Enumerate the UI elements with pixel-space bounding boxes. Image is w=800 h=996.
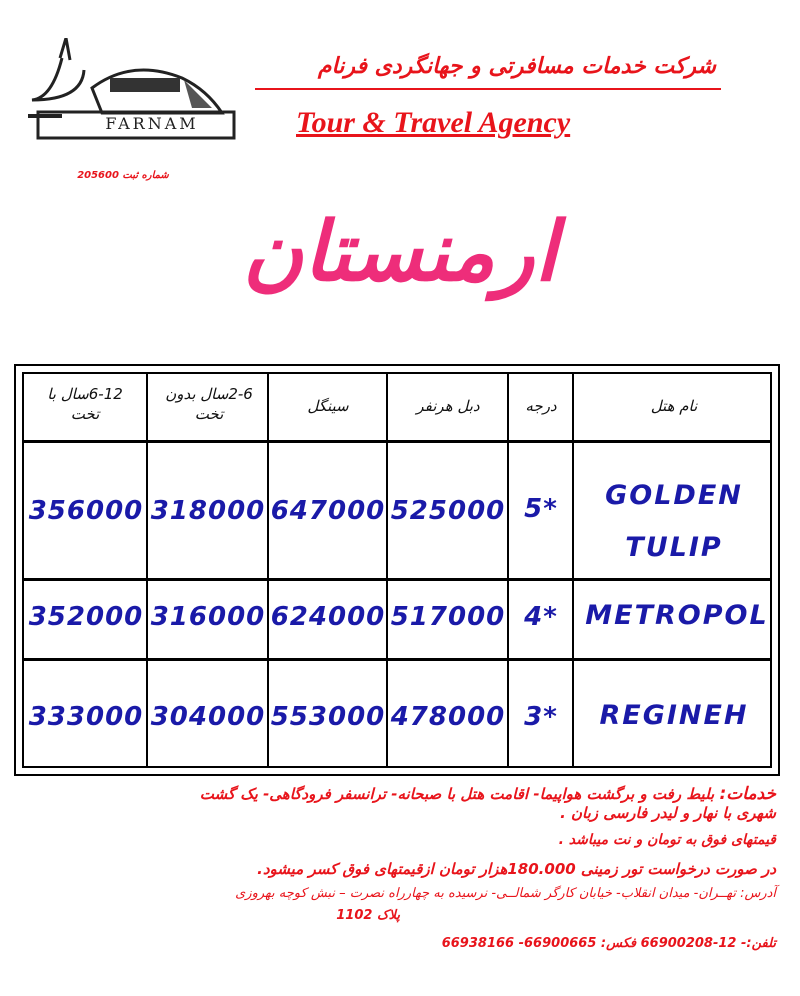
prices-note: قیمتهای فوق به تومان و نت میباشد . [558,832,776,848]
hotel-name: REGINEH [599,700,749,731]
price-child-2-6: 304000 [150,702,266,732]
header-child-2-6: 2-6سال بدون تخت [165,385,253,423]
contact-phones: تلفن:- 12-66900208 فکس: 66900665- 66938166 [441,936,776,951]
column-divider [507,374,509,766]
services-text: بلیط رفت و برگشت هواپیما- اقامت هتل با صبحانه- ترانسفر فرودگاهی- یک گشت [199,785,715,803]
agency-name: Tour & Travel Agency [296,106,571,139]
services-label: خدمات: [719,784,776,804]
price-child-2-6: 316000 [150,602,266,632]
hotel-stars: 5* [524,494,558,524]
services-line [76,784,776,804]
page-title: ارمنستان [242,205,558,300]
row-divider [24,440,770,443]
logo-text: FARNAM [105,114,199,133]
services-text-continued: شهری با نهار و لیدر فارسی زبان . [560,804,776,822]
hotel-name: METROPOL [585,600,769,631]
price-double: 525000 [390,496,506,526]
price-child-2-6: 318000 [150,496,266,526]
header-divider [255,88,721,90]
hotel-stars: 3* [524,702,558,732]
price-table-inner [22,372,772,768]
company-name: شرکت خدمات مسافرتی و جهانگردی فرنام [317,54,716,79]
row-divider [24,578,770,581]
header-hotel-name: نام هتل [650,397,698,415]
row-divider [24,658,770,661]
ground-tour-note: در صورت درخواست تور زمینی 180.000هزار تومان ازقیمتهای فوق کسر میشود. [257,860,776,878]
price-single: 647000 [270,496,386,526]
header-rating: درجه [525,397,557,415]
column-divider [386,374,388,766]
header-double-per-person: دبل هرنفر [416,397,480,415]
column-divider [267,374,269,766]
price-child-6-12: 352000 [28,602,144,632]
header-single: سینگل [307,397,349,415]
price-table [14,364,780,776]
column-divider [146,374,148,766]
price-double: 517000 [390,602,506,632]
price-child-6-12: 333000 [28,702,144,732]
price-double: 478000 [390,702,506,732]
price-single: 553000 [270,702,386,732]
hotel-name: GOLDEN TULIP [605,480,743,563]
address-plate: پلاک 1102 [336,908,400,923]
price-child-6-12: 356000 [28,496,144,526]
price-single: 624000 [270,602,386,632]
header-child-6-12: 6-12سال با تخت [47,385,123,423]
address: آدرس: تهــران- میدان انقلاب- خیابان کارگر شمالــی- نرسیده به چهارراه نصرت – نبش کوچه بهروزی [235,886,776,901]
registration-number: شماره ثبت 205600 [77,170,169,181]
hotel-stars: 4* [524,602,558,632]
company-logo [22,38,242,148]
column-divider [572,374,574,766]
